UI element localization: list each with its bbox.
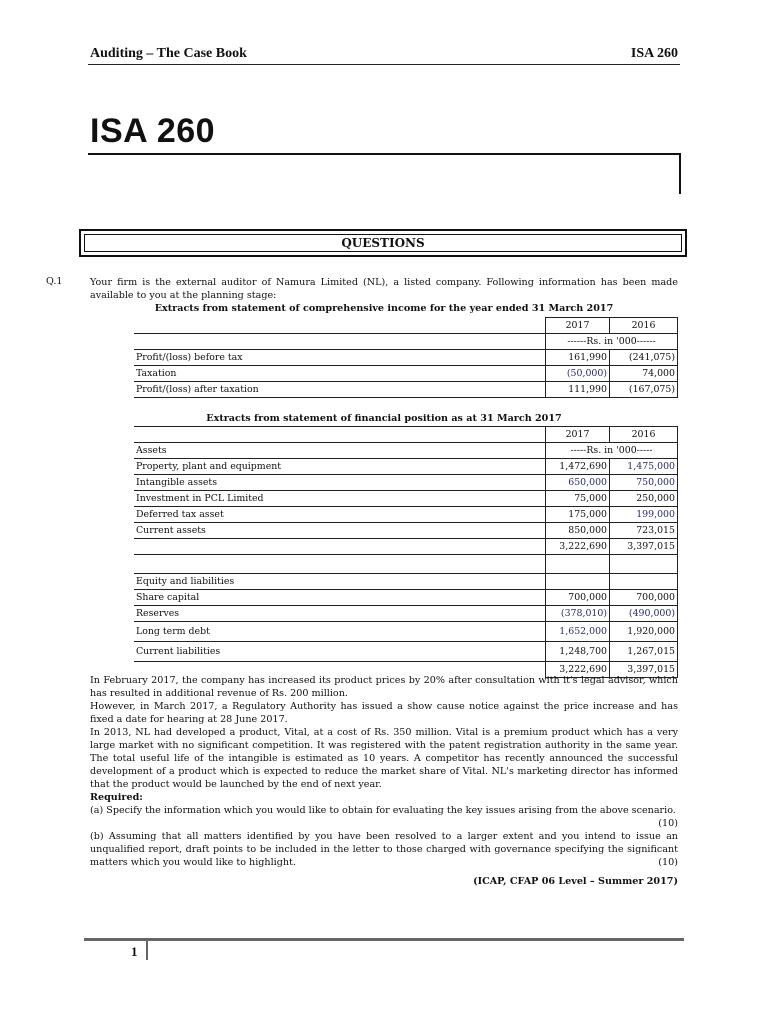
header-chapter: ISA 260: [630, 46, 678, 61]
table-row: Assets -----Rs. in '000-----: [134, 443, 678, 459]
col-header-2017: 2017: [546, 318, 610, 334]
table-row: Profit/(loss) before tax 161,990 (241,075): [134, 350, 678, 366]
header-rule: [88, 64, 680, 65]
footer-rule: [84, 938, 684, 941]
page-title: ISA 260: [90, 112, 216, 150]
title-rule: [88, 153, 680, 155]
col-header-2016: 2016: [610, 427, 678, 443]
table-row-total: 3,222,690 3,397,015: [134, 539, 678, 555]
table-row: Equity and liabilities: [134, 574, 678, 590]
table-row: Investment in PCL Limited 75,000 250,000: [134, 491, 678, 507]
position-table-caption: Extracts from statement of financial position as at 31 March 2017: [206, 413, 562, 424]
position-table: [134, 426, 678, 678]
question-source: (ICAP, CFAP 06 Level – Summer 2017): [473, 876, 678, 887]
table-row: Property, plant and equipment 1,472,690 1,475,000: [134, 459, 678, 475]
table-row: Current liabilities 1,248,700 1,267,015: [134, 642, 678, 662]
section-heading-box: [79, 229, 687, 257]
requirement-a-marks: (10): [658, 818, 678, 829]
unit-label: ------Rs. in '000------: [546, 334, 678, 350]
title-rule-vertical: [679, 153, 681, 194]
section-heading: QUESTIONS: [84, 234, 682, 252]
page-number: 1: [131, 944, 138, 959]
question-intro: Your firm is the external auditor of Namura Limited (NL), a listed company. Following information has been made available to you at the planning stage:: [90, 277, 678, 301]
table-row: [134, 555, 678, 574]
footer-divider: [146, 938, 148, 960]
required-heading: Required:: [90, 792, 143, 803]
question-number: Q.1: [46, 276, 63, 287]
table-row: Share capital 700,000 700,000: [134, 590, 678, 606]
income-table-caption: Extracts from statement of comprehensive income for the year ended 31 March 2017: [154, 303, 614, 314]
question-narrative: [90, 674, 678, 869]
table-row: Profit/(loss) after taxation 111,990 (167,075): [134, 382, 678, 398]
table-row: [134, 334, 678, 350]
paragraph-price-increase: In February 2017, the company has increased its product prices by 20% after consultation with it's legal advisor, which has resulted in additional revenue of Rs. 200 million.: [90, 675, 678, 699]
income-table: [134, 317, 678, 398]
table-row: Reserves (378,010) (490,000): [134, 606, 678, 622]
table-row-total: 3,222,690 3,397,015: [134, 662, 678, 678]
paragraph-vital-product: In 2013, NL had developed a product, Vital, at a cost of Rs. 350 million. Vital is a premium product which has a very large market with no significant competition. It was registered with the patent registration authority in the same year. The total useful life of the intangible is estimated as 10 years. A competitor has recently announced the successful development of a product which is expected to reduce the market share of Vital. NL's marketing director has informed that the product would be launched by the end of next year.: [90, 727, 678, 790]
col-header-2016: 2016: [610, 318, 678, 334]
table-row: Long term debt 1,652,000 1,920,000: [134, 622, 678, 642]
table-row: [134, 427, 678, 443]
requirement-b-marks: (10): [658, 857, 678, 868]
unit-label: -----Rs. in '000-----: [546, 443, 678, 459]
table-row: Intangible assets 650,000 750,000: [134, 475, 678, 491]
table-row: Deferred tax asset 175,000 199,000: [134, 507, 678, 523]
table-row: Current assets 850,000 723,015: [134, 523, 678, 539]
table-row: [134, 318, 678, 334]
requirement-a: (a) Specify the information which you would like to obtain for evaluating the key issues arising from the above scenario.: [90, 805, 676, 816]
col-header-2017: 2017: [546, 427, 610, 443]
table-row: Taxation (50,000) 74,000: [134, 366, 678, 382]
paragraph-regulatory-notice: However, in March 2017, a Regulatory Authority has issued a show cause notice against the price increase and has fixed a date for hearing at 28 June 2017.: [90, 701, 678, 725]
requirement-b: (b) Assuming that all matters identified by you have been resolved to a larger extent and you intend to issue an unqualified report, draft points to be included in the letter to those charged with governance specifying the significant matters which you would like to highlight.: [90, 831, 678, 868]
header-book-title: Auditing – The Case Book: [90, 46, 247, 61]
